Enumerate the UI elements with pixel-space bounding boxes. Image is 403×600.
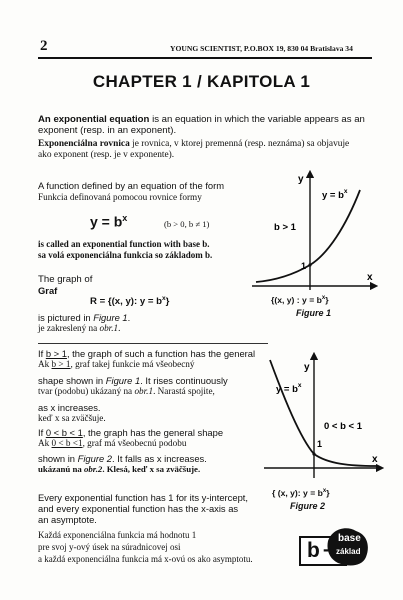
term-exponential-equation: An exponential equation bbox=[38, 114, 150, 125]
closing-sk3: a každá exponenciálna funkcia má x-ovú os ako asymptotu. bbox=[38, 554, 253, 564]
fig2-x-label: x bbox=[372, 454, 378, 465]
intro-en-line1 bbox=[38, 114, 365, 125]
blt1-line2 bbox=[38, 438, 186, 448]
called-en: is called an exponential function with base b. bbox=[38, 239, 210, 249]
section-divider bbox=[38, 343, 268, 344]
bgt1-l1-pre: If bbox=[38, 348, 46, 359]
bgt1-l1-post: , the graph of such a function has the general bbox=[66, 348, 256, 359]
bgt1-l2-cond: b > 1 bbox=[51, 359, 71, 369]
set-exponent: x bbox=[161, 295, 166, 302]
fig2-curve-label: $y = b^x$ bbox=[276, 382, 302, 395]
intro-sk-rest: je rovnica, v ktorej premenná (resp. neznáma) sa objavuje bbox=[129, 139, 350, 149]
fig2-condition: 0 < b < 1 bbox=[324, 421, 363, 432]
fig1-y-label: y bbox=[298, 174, 304, 185]
drawn-sk bbox=[38, 323, 120, 333]
closing-sk1: Každá exponenciálna funkcia má hodnotu 1 bbox=[38, 530, 197, 540]
bgt1-line2 bbox=[38, 359, 194, 369]
pictured-en bbox=[38, 312, 130, 323]
bgt1-l4-pre: tvar (podobu) ukázaný na bbox=[38, 386, 135, 396]
pictured-pre: is pictured in bbox=[38, 312, 94, 323]
fig2-set-notation bbox=[272, 488, 330, 498]
fig1-set-exp: x bbox=[321, 295, 326, 302]
closing-en3: an asymptote. bbox=[38, 514, 97, 525]
blt1-l2-pre: Ak bbox=[38, 438, 52, 448]
base-stamp bbox=[298, 527, 370, 567]
bgt1-l4-fig: obr.1 bbox=[134, 386, 154, 396]
fig1-set-base: {(x, y) : y = b bbox=[271, 295, 322, 305]
formula-base: y = b bbox=[90, 213, 123, 230]
blt1-l4-pre: ukázanú na bbox=[38, 464, 84, 474]
term-exponencialna-rovnica: Exponenciálna rovnica bbox=[38, 139, 130, 149]
closing-sk2: pre svoj y-ový úsek na súradnicovej osi bbox=[38, 542, 181, 552]
blt1-l1-pre: If bbox=[38, 427, 46, 438]
fig1-intercept-label: 1 bbox=[301, 261, 307, 271]
fig2-set-base: { (x, y): y = b bbox=[272, 488, 323, 498]
fig1-condition: b > 1 bbox=[274, 222, 296, 233]
stamp-word-zaklad: základ bbox=[336, 547, 361, 556]
drawn-figure-ref: obr.1 bbox=[99, 323, 119, 333]
figure-1-graph bbox=[250, 168, 380, 292]
fig2-intercept-dot bbox=[312, 452, 315, 455]
fig2-set-close: } bbox=[326, 488, 330, 498]
bgt1-l4-post: . Narastá spojite, bbox=[153, 386, 215, 396]
fig2-intercept-label: 1 bbox=[317, 439, 323, 449]
blt1-line3 bbox=[38, 453, 207, 464]
drawn-post: . bbox=[118, 323, 121, 333]
bgt1-l3-fig: Figure 1 bbox=[105, 375, 141, 386]
bgt1-l2-pre: Ak bbox=[38, 359, 52, 369]
blt1-l1-post: , the graph has the general shape bbox=[82, 427, 224, 438]
intro-en-line2: exponent (resp. in an exponent). bbox=[38, 125, 177, 136]
blt1-l4-fig: obr.2 bbox=[83, 464, 103, 474]
fig1-curve bbox=[256, 190, 360, 282]
blt1-l3-pre: shown in bbox=[38, 453, 78, 464]
fig1-x-label: x bbox=[367, 272, 373, 283]
bgt1-line6: keď x sa zväčšuje. bbox=[38, 413, 106, 423]
blt1-l3-post: . It falls as x increases. bbox=[112, 453, 207, 464]
page-number: 2 bbox=[40, 38, 48, 54]
graph-set-notation bbox=[90, 295, 169, 307]
set-close: } bbox=[165, 296, 170, 308]
intro-en-rest: is an equation in which the variable appears as an bbox=[149, 114, 365, 125]
graph-of-en: The graph of bbox=[38, 274, 93, 285]
intro-sk-line1 bbox=[38, 139, 349, 149]
fig2-y-label: y bbox=[304, 362, 310, 373]
fig2-curve bbox=[270, 360, 376, 466]
stamp-word-base: base bbox=[338, 533, 361, 544]
stamp-letter: b bbox=[307, 539, 320, 562]
fig2-set-exp: x bbox=[322, 488, 327, 495]
bgt1-l3-pre: shape shown in bbox=[38, 375, 106, 386]
fig1-set-close: } bbox=[325, 295, 329, 305]
blt1-line4 bbox=[38, 464, 200, 474]
chapter-title: CHAPTER 1 / KAPITOLA 1 bbox=[92, 72, 311, 91]
fig1-intercept-dot bbox=[308, 263, 311, 266]
blt1-l4-post: . Klesá, keď x sa zväčšuje. bbox=[102, 464, 201, 474]
intro-sk-line2: ako exponent (resp. je v exponente). bbox=[38, 150, 175, 160]
bgt1-l1-cond: b > 1 bbox=[45, 348, 67, 359]
bgt1-line5: as x increases. bbox=[38, 402, 101, 413]
journal-header: YOUNG SCIENTIST, P.O.BOX 19, 830 04 Bratislava 34 bbox=[170, 44, 353, 53]
figure-1-caption: Figure 1 bbox=[296, 308, 332, 318]
called-sk: sa volá exponenciálna funkcia so základom b. bbox=[38, 250, 213, 260]
header-rule bbox=[38, 57, 372, 59]
blt1-l2-cond: 0 < b <1 bbox=[51, 438, 83, 448]
pictured-figure-ref: Figure 1 bbox=[93, 312, 128, 323]
bgt1-l3-post: . It rises continuously bbox=[140, 375, 228, 386]
set-base: R = {(x, y): y = b bbox=[90, 296, 162, 308]
pictured-post: . bbox=[127, 312, 131, 323]
closing-en1: Every exponential function has 1 for its y-intercept, bbox=[38, 492, 249, 503]
bgt1-line1 bbox=[38, 348, 255, 359]
fig1-set-notation bbox=[271, 295, 329, 305]
figure-2-caption: Figure 2 bbox=[290, 501, 326, 511]
definition-sk: Funkcia definovaná pomocou rovnice formy bbox=[38, 192, 202, 202]
blt1-l3-fig: Figure 2 bbox=[77, 453, 113, 464]
formula-exponent: x bbox=[122, 213, 128, 223]
blt1-line1 bbox=[38, 427, 223, 438]
fig1-curve-label: $y = b^x$ bbox=[322, 188, 348, 201]
graph-of-sk: Graf bbox=[38, 285, 58, 296]
bgt1-l2-post: , graf takej funkcie má všeobecný bbox=[70, 359, 195, 369]
closing-en2: and every exponential function has the x-axis as bbox=[38, 503, 239, 514]
definition-en: A function defined by an equation of the form bbox=[38, 180, 225, 191]
blt1-l2-post: , graf má všeobecnú podobu bbox=[82, 438, 187, 448]
blt1-l1-cond: 0 < b < 1 bbox=[45, 427, 83, 438]
figure-2-graph bbox=[262, 350, 384, 480]
drawn-pre: je zakreslený na bbox=[38, 323, 100, 333]
bgt1-line4 bbox=[38, 386, 215, 396]
formula-condition: (b > 0, b ≠ 1) bbox=[164, 219, 210, 229]
stamp-dash: - bbox=[323, 539, 329, 559]
formula bbox=[90, 213, 127, 230]
bgt1-line3 bbox=[38, 375, 228, 386]
